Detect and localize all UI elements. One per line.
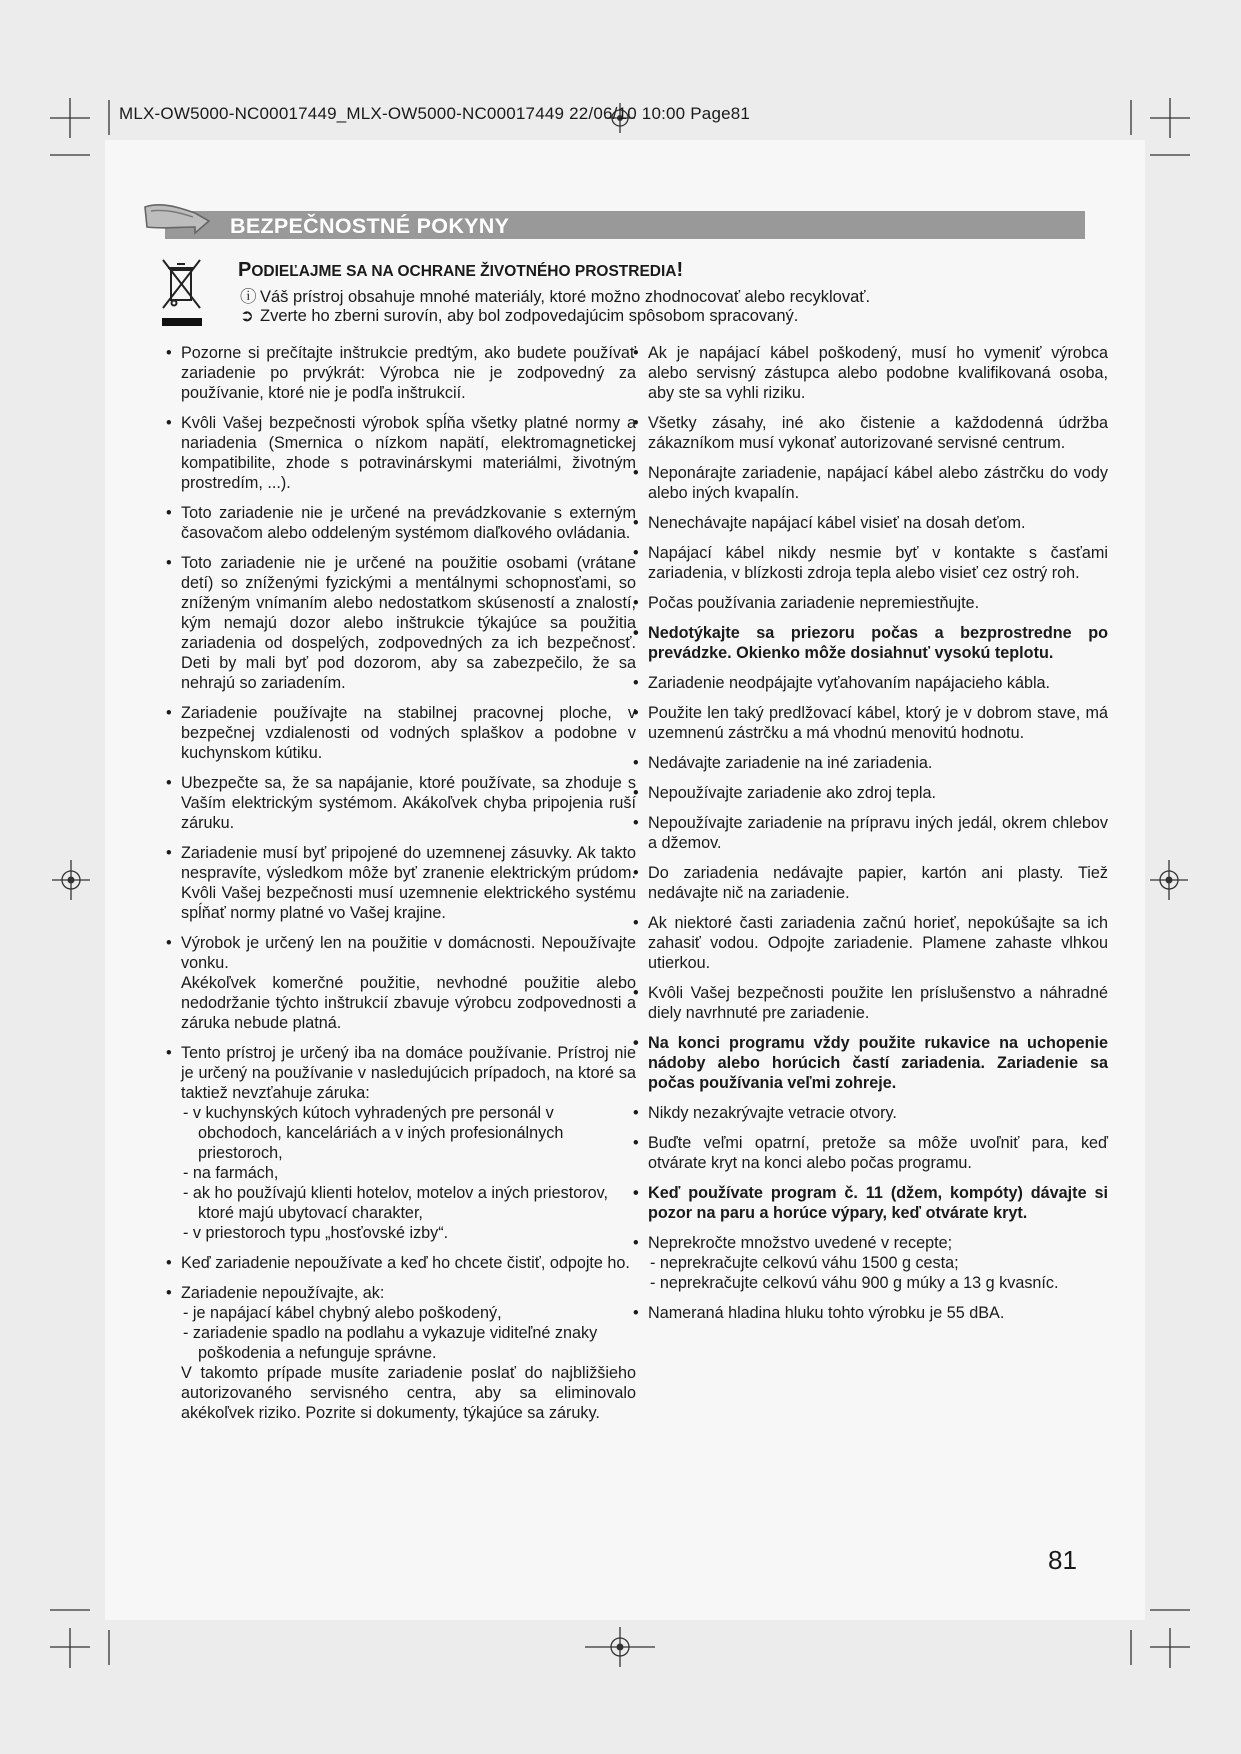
list-item: • Zariadenie musí byť pripojené do uzemnenej zásuvky. Ak takto nespravíte, výsledkom môže byť zranenie elektrickým prúdom. Kvôli Vašej bezpečnosti musí uzemnenie elektrického systému spĺňať normy platné vo Vašej krajine. [166, 843, 636, 923]
sub-item: - neprekračujte celkovú váhu 900 g múky a 13 g kvasníc. [650, 1274, 1059, 1292]
sub-item: - zariadenie spadlo na podlahu a vykazuje viditeľné znaky poškodenia a nefunguje správne. [183, 1324, 598, 1362]
list-item: • Toto zariadenie nie je určené na prevádzkovanie s externým časovačom alebo oddeleným systémom diaľkového ovládania. [166, 503, 636, 543]
environment-heading: PODIEĽAJME SA NA OCHRANE ŽIVOTNÉHO PROSTREDIA! [238, 259, 684, 281]
sub-item: - v priestoroch typu „hosťovské izby“. [183, 1224, 449, 1242]
arrow-icon [143, 197, 213, 241]
list-item: • Počas používania zariadenie nepremiestňujte. [633, 593, 1108, 613]
item-text: V takomto prípade musíte zariadenie poslať do najbližšieho autorizovaného servisného centra, aby sa eliminovalo akékoľvek riziko. Pozrite si dokumenty, týkajúce sa záruky. [181, 1364, 636, 1422]
item-text: • Výrobok je určený len na použitie v domácnosti. Nepoužívajte vonku. [181, 934, 636, 972]
environment-line-2: ➲ Zverte ho zberni surovín, aby bol zodpovedajúcim spôsobom spracovaný. [240, 307, 799, 325]
list-item: • Zariadenie používajte na stabilnej pracovnej ploche, v bezpečnej vzdialenosti od vodných splaškov a podobne v kuchynskom kútiku. [166, 703, 636, 763]
list-item: • Nameraná hladina hluku tohto výrobku je 55 dBA. [633, 1303, 1108, 1323]
list-item: • Keď zariadenie nepoužívate a keď ho chcete čistiť, odpojte ho. [166, 1253, 636, 1273]
right-column [633, 343, 1108, 1333]
left-column [166, 343, 636, 1433]
list-item: • Kvôli Vašej bezpečnosti výrobok spĺňa všetky platné normy a nariadenia (Smernica o nízkom napätí, elektromagnetickej kompatibilite, zhode s potravinárskymi materiálmi, životným prostredím, ...). [166, 413, 636, 493]
item-text: • Zariadenie nepoužívajte, ak: [181, 1284, 385, 1302]
arrow-right-icon: ➲ [240, 307, 254, 325]
section-title: BEZPEČNOSTNÉ POKYNY [230, 214, 510, 238]
list-item [166, 1043, 636, 1243]
page-number: 81 [1048, 1545, 1077, 1575]
list-item [166, 933, 636, 1033]
environment-line-1: ⓘ Váš prístroj obsahuje mnohé materiály, ktoré možno zhodnocovať alebo recyklovať. [240, 283, 870, 307]
list-item: • Nikdy nezakrývajte vetracie otvory. [633, 1103, 1108, 1123]
list-item [166, 1283, 636, 1423]
list-item: • Nedávajte zariadenie na iné zariadenia. [633, 753, 1108, 773]
sub-item: - ak ho používajú klienti hotelov, motelov a iných priestorov, ktoré majú ubytovací charakter, [183, 1184, 608, 1222]
sub-item: - neprekračujte celkovú váhu 1500 g cesta; [650, 1254, 959, 1272]
sub-item: - v kuchynských kútoch vyhradených pre personál v obchodoch, kanceláriách a v iných profesionálnych priestoroch, [183, 1104, 564, 1162]
list-item: • Kvôli Vašej bezpečnosti použite len príslušenstvo a náhradné diely navrhnuté pre zariadenie. [633, 983, 1108, 1023]
list-item: • Neponárajte zariadenie, napájací kábel alebo zástrčku do vody alebo iných kvapalín. [633, 463, 1108, 503]
list-item: • Do zariadenia nedávajte papier, kartón ani plasty. Tiež nedávajte nič na zariadenie. [633, 863, 1108, 903]
list-item: • Zariadenie neodpájajte vyťahovaním napájacieho kábla. [633, 673, 1108, 693]
list-item: • Použite len taký predlžovací kábel, ktorý je v dobrom stave, má uzemnenú zástrčku a má vhodnú menovitú hodnotu. [633, 703, 1108, 743]
crossed-bin-icon [162, 256, 202, 328]
list-item: • Buďte veľmi opatrní, pretože sa môže uvoľniť para, keď otvárate kryt na konci alebo počas programu. [633, 1133, 1108, 1173]
list-item: • Pozorne si prečítajte inštrukcie predtým, ako budete používať zariadenie po prvýkrát: Výrobca nie je zodpovedný za používanie, ktoré nie je podľa inštrukcií. [166, 343, 636, 403]
list-item: • Keď používate program č. 11 (džem, kompóty) dávajte si pozor na paru a horúce výpary, keď otvárate kryt. [633, 1183, 1108, 1223]
print-slug: MLX-OW5000-NC00017449_MLX-OW5000-NC00017449 22/06/10 10:00 Page81 [119, 104, 751, 123]
sub-item: - je napájací kábel chybný alebo poškodený, [183, 1304, 502, 1322]
list-item: • Ubezpečte sa, že sa napájanie, ktoré používate, sa zhoduje s Vaším elektrickým systémom. Akákoľvek chyba pripojenia ruší záruku. [166, 773, 636, 833]
item-text: • Neprekročte množstvo uvedené v recepte; [648, 1234, 953, 1252]
info-icon: ⓘ [240, 288, 257, 306]
list-item: • Nepoužívajte zariadenie ako zdroj tepla. [633, 783, 1108, 803]
item-text: • Tento prístroj je určený iba na domáce používanie. Prístroj nie je určený na používanie v nasledujúcich prípadoch, na ktoré sa taktiež nevzťahuje záruka: [181, 1044, 636, 1102]
list-item: • Ak niektoré časti zariadenia začnú horieť, nepokúšajte sa ich zahasiť vodou. Odpojte zariadenie. Plamene zahaste vlhkou utierkou. [633, 913, 1108, 973]
list-item: • Toto zariadenie nie je určené na použitie osobami (vrátane detí) so zníženými fyzickými a mentálnymi schopnosťami, so zníženým vnímaním alebo nedostatkom skúseností a znalostí, kým nemajú dozor alebo inštrukcie týkajúce sa použitia zariadenia od dospelých, zodpovedných za ich bezpečnosť. Deti by mali byť pod dozorom, aby sa zabezpečilo, že sa nehrajú so zariadením. [166, 553, 636, 693]
sub-item: - na farmách, [183, 1164, 279, 1182]
list-item: • Všetky zásahy, iné ako čistenie a každodenná údržba zákazníkom musí vykonať autorizované servisné centrum. [633, 413, 1108, 453]
list-item: • Na konci programu vždy použite rukavice na uchopenie nádoby alebo horúcich častí zariadenia. Zariadenie sa počas používania veľmi zohreje. [633, 1033, 1108, 1093]
list-item: • Napájací kábel nikdy nesmie byť v kontakte s časťami zariadenia, v blízkosti zdroja tepla alebo visieť cez ostrý roh. [633, 543, 1108, 583]
list-item: • Ak je napájací kábel poškodený, musí ho vymeniť výrobca alebo servisný zástupca alebo podobne kvalifikovaná osoba, aby ste sa vyhli riziku. [633, 343, 1108, 403]
list-item [633, 1233, 1108, 1293]
list-item: • Nenechávajte napájací kábel visieť na dosah deťom. [633, 513, 1108, 533]
list-item: • Nepoužívajte zariadenie na prípravu iných jedál, okrem chlebov a džemov. [633, 813, 1108, 853]
item-text: Akékoľvek komerčné použitie, nevhodné použitie alebo nedodržanie týchto inštrukcií zbavuje výrobcu zodpovednosti a záruka nebude platná. [181, 974, 636, 1032]
list-item: • Nedotýkajte sa priezoru počas a bezprostredne po prevádzke. Okienko môže dosiahnuť vysokú teplotu. [633, 623, 1108, 663]
